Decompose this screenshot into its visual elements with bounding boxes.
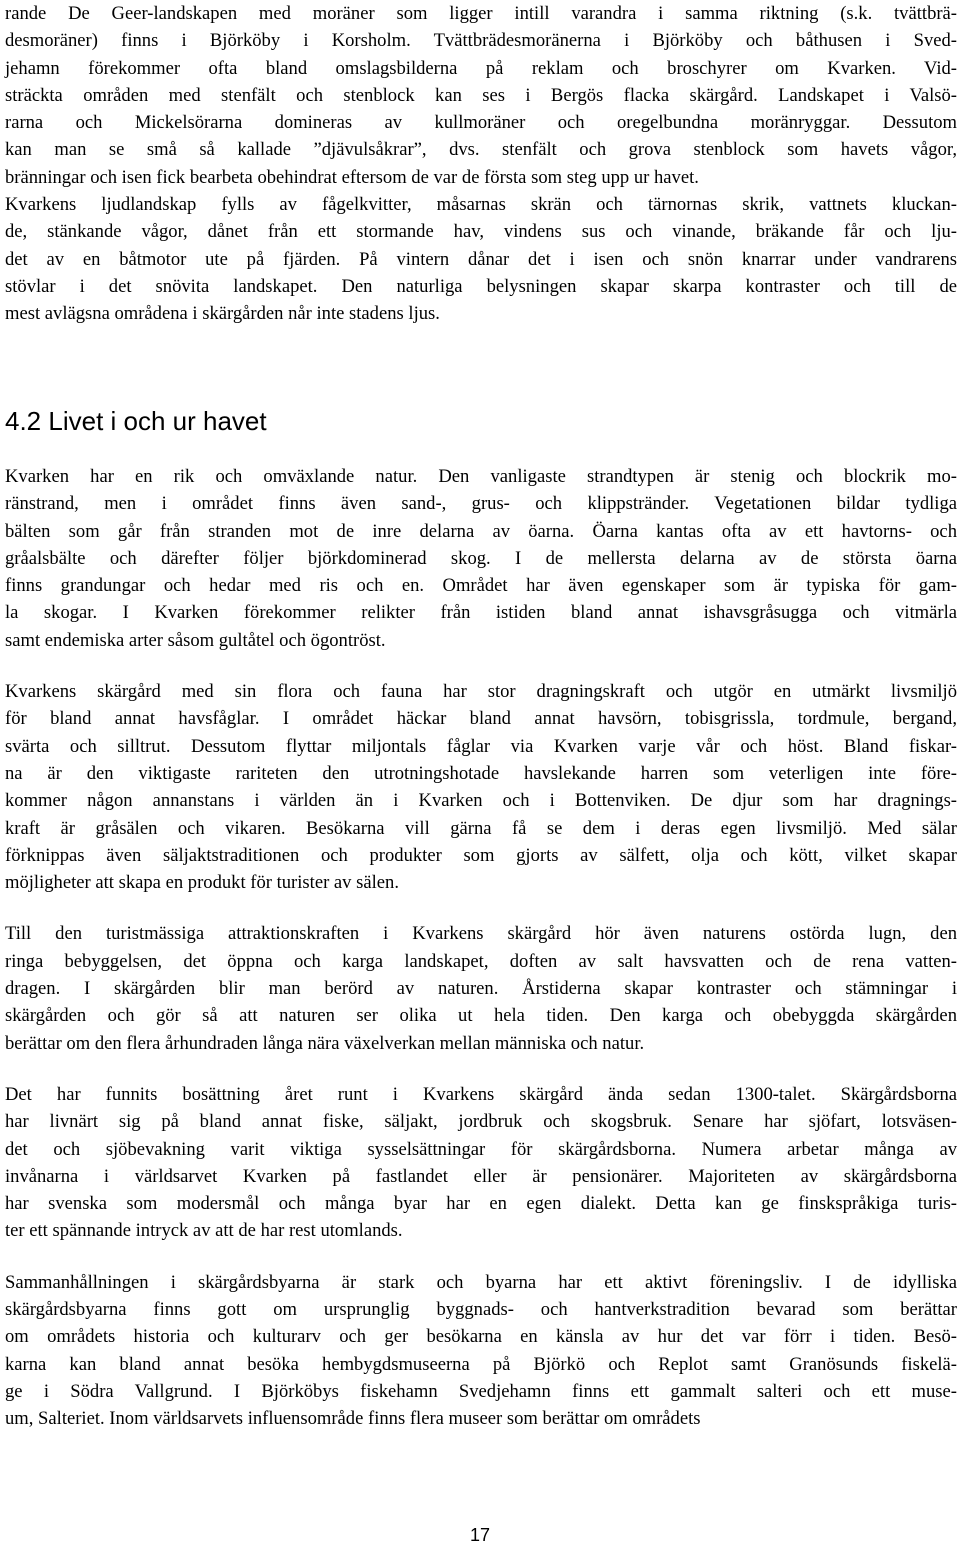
text-line: stövlar i det snövita landskapet. Den naturliga belysningen skapar skarpa kontraster och till de <box>5 275 957 297</box>
text-line: för bland annat havsfåglar. I området häckar bland annat havsörn, tobisgrissla, tordmule, bergand, <box>5 708 957 730</box>
text-line: ränstrand, men i området finns även sand-, grus- och klippstränder. Vegetationen bildar tydliga <box>5 493 957 515</box>
paragraph-attraction <box>5 920 957 1056</box>
paragraph-settlement <box>5 1081 957 1245</box>
text-line: kommer någon annanstans i världen än i Kvarken och i Bottenviken. De djur som har dragnings- <box>5 790 957 812</box>
text-line: Sammanhållningen i skärgårdsbyarna är stark och byarna har ett aktivt föreningsliv. I de idylliska <box>5 1271 957 1293</box>
text-line: finns grandungar och hedar med ris och en. Området har även egenskaper som är typiska för gam- <box>5 575 957 597</box>
paragraph-landscape <box>5 0 957 191</box>
text-line: skärgårdsbyarna finns gott om ursprunglig byggnads- och hantverkstradition bevarad som berättar <box>5 1299 957 1321</box>
text-line: na är den viktigaste rariteten den utrotningshotade havslekande harren som veterligen inte före- <box>5 762 957 784</box>
text-line: om områdets historia och kulturarv och ger besökarna en känsla av hur det var förr i tiden. Besö- <box>5 1326 957 1348</box>
text-line: ge i Södra Vallgrund. I Björköbys fiskehamn Svedjehamn finns ett gammalt salteri och ett muse- <box>5 1380 957 1402</box>
text-line: karna kan bland annat besöka hembygdsmuseerna på Björkö och Replot samt Granösunds fiskelä- <box>5 1353 957 1375</box>
text-line: ringa bebyggelsen, det öppna och karga landskapet, doften av salt havsvatten och de rena vatten- <box>5 950 957 972</box>
paragraph-community <box>5 1269 957 1433</box>
text-line: rarna och Mickelsörarna domineras av kullmoräner och oregelbundna moränryggar. Dessutom <box>5 112 957 134</box>
text-line: bälten som går från stranden mot de inre delarna av öarna. Öarna kantas ofta av ett havtorns- och <box>5 520 957 542</box>
text-line: bränningar och isen fick bearbeta obehindrat eftersom de var de första som steg upp ur havet. <box>5 166 699 188</box>
text-line: har svenska som modersmål och många byar har en egen dialekt. Detta kan ge finskspråkiga turis- <box>5 1193 957 1215</box>
paragraph-nature <box>5 463 957 654</box>
text-line: skärgården och gör så att naturen ser olika ut hela tiden. Den karga och obebyggda skärgården <box>5 1005 957 1027</box>
section-heading: 4.2 Livet i och ur havet <box>5 406 267 436</box>
text-line: sträckta områden med stenfält och stenblock kan ses i Bergös flacka skärgård. Landskapet i Valsö- <box>5 84 957 106</box>
text-line: berättar om den flera århundraden långa nära växelverkan mellan människa och natur. <box>5 1032 645 1054</box>
text-line: har livnärt sig på bland annat fiske, säljakt, jordbruk och skogsbruk. Senare har sjöfart, lotsväsen- <box>5 1111 957 1133</box>
text-line: samt endemiska arter såsom gultåtel och ögontröst. <box>5 629 386 651</box>
intro-text-block <box>5 0 957 328</box>
text-line: rande De Geer-landskapen med moräner som ligger intill varandra i samma riktning (s.k. tvättbrä- <box>5 3 957 24</box>
text-line: la skogar. I Kvarken förekommer relikter från istiden bland annat ishavsgråsugga och vitmärla <box>5 602 957 624</box>
text-line: det och sjöbevakning varit viktiga sysselsättningar för skärgårdsborna. Numera arbetar många av <box>5 1138 957 1160</box>
text-line: Till den turistmässiga attraktionskraften i Kvarkens skärgård hör även naturens ostörda lugn, den <box>5 923 957 945</box>
text-line: svärta och silltrut. Dessutom flyttar miljontals fåglar via Kvarken varje vår och höst. Bland fiskar- <box>5 735 957 757</box>
section-body <box>5 463 957 1433</box>
text-line: invånarna i världsarvet Kvarken på fastlandet eller är pensionärer. Majoriteten av skärgårdsborna <box>5 1165 957 1187</box>
paragraph-soundscape <box>5 191 957 327</box>
text-line: dragen. I skärgården blir man berörd av naturen. Årstiderna skapar kontraster och stämningar i <box>5 978 957 1000</box>
text-line: Kvarken har en rik och omväxlande natur. Den vanligaste strandtypen är stenig och blockrik mo- <box>5 466 957 487</box>
text-line: jehamn förekommer ofta bland omslagsbilderna på reklam och broschyrer om Kvarken. Vid- <box>5 57 957 79</box>
text-line: möjligheter att skapa en produkt för turister av sälen. <box>5 872 399 894</box>
paragraph-fauna <box>5 678 957 896</box>
text-line: um, Salteriet. Inom världsarvets influensområde finns flera museer som berättar om områdets <box>5 1408 701 1430</box>
document-page <box>5 0 957 1430</box>
text-line: de, stänkande vågor, dånet från ett stormande hav, vindens sus och vinande, bräkande får och lju- <box>5 221 957 243</box>
page-number: 17 <box>469 1525 491 1545</box>
text-line: Kvarkens ljudlandskap fylls av fågelkvitter, måsarnas skrän och tärnornas skrik, vattnets kluckan- <box>5 194 957 216</box>
text-line: det av en båtmotor ute på fjärden. På vintern dånar det i isen och snön knarrar under vandrarens <box>5 248 957 270</box>
text-line: gråalsbälte och därefter följer björkdominerad skog. I de mellersta delarna av de största öarna <box>5 547 957 569</box>
text-line: Kvarkens skärgård med sin flora och fauna har stor dragningskraft och utgör en utmärkt livsmiljö <box>5 681 957 703</box>
text-line: mest avlägsna områdena i skärgården når inte stadens ljus. <box>5 303 440 325</box>
text-line: kraft är gråsälen och vikaren. Besökarna vill gärna få se dem i deras egen livsmiljö. Med sälar <box>5 817 957 839</box>
text-line: kan man se små så kallade ”djävulsåkrar”, dvs. stenfält och grova stenblock som havets vågor, <box>5 139 957 161</box>
text-line: Det har funnits bosättning året runt i Kvarkens skärgård ända sedan 1300-talet. Skärgårdsborna <box>5 1083 957 1105</box>
text-line: ter ett spännande intryck av att de har rest utomlands. <box>5 1220 403 1242</box>
text-line: förknippas även säljaktstraditionen och produkter som gjorts av sälfett, olja och kött, vilket skapar <box>5 844 957 866</box>
text-line: desmoräner) finns i Björköby i Korsholm. Tvättbrädesmoränerna i Björköby och båthusen i Sved- <box>5 30 957 52</box>
